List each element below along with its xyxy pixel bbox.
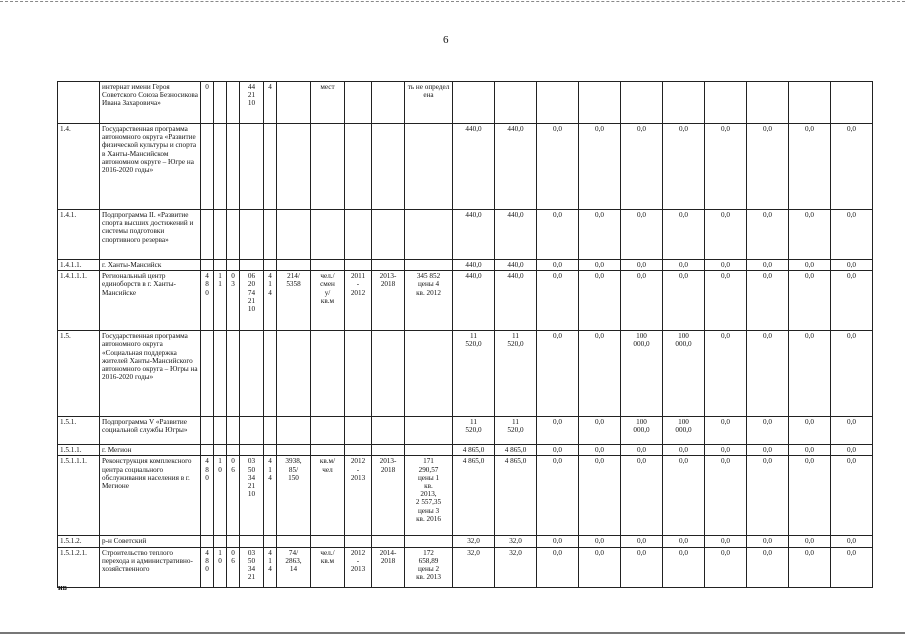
row-value [537, 82, 579, 124]
row-code-c8 [345, 445, 372, 456]
row-value [705, 82, 747, 124]
top-scan-edge [0, 1, 905, 2]
row-code-c7: чел./ смен у/ кв.м [311, 271, 345, 331]
row-value: 0,0 [789, 260, 831, 271]
row-value: 11 520,0 [453, 417, 495, 445]
row-value: 0,0 [831, 445, 873, 456]
row-code-c2: 1 1 [214, 271, 227, 331]
bottom-scan-edge [0, 632, 905, 634]
row-code-c10: 172 658,89 цены 2 кв. 2013 [405, 547, 453, 587]
row-name: г. Мегион [100, 445, 201, 456]
row-number: 1.4.1.1. [58, 260, 100, 271]
row-value: 0,0 [789, 445, 831, 456]
row-code-c3: 0 6 [227, 547, 240, 587]
row-code-c9 [372, 82, 405, 124]
row-value: 0,0 [789, 536, 831, 547]
row-value: 0,0 [663, 271, 705, 331]
row-value: 0,0 [747, 417, 789, 445]
row-value: 0,0 [579, 417, 621, 445]
row-code-c8 [345, 536, 372, 547]
row-code-c6 [277, 82, 311, 124]
row-value: 440,0 [453, 124, 495, 210]
row-code-c4 [240, 260, 264, 271]
row-name: интернат имени Героя Советского Союза Безносикова Ивана Захаровича» [100, 82, 201, 124]
row-code-c9: 2013- 2018 [372, 271, 405, 331]
row-value: 0,0 [705, 210, 747, 260]
row-code-c9 [372, 210, 405, 260]
row-value: 0,0 [663, 210, 705, 260]
row-value: 4 865,0 [453, 445, 495, 456]
row-code-c1 [201, 260, 214, 271]
row-code-c9 [372, 417, 405, 445]
row-code-c4 [240, 417, 264, 445]
row-code-c7 [311, 260, 345, 271]
row-code-c4: 03 50 34 21 10 [240, 456, 264, 536]
row-name: Подпрограмма II. «Развитие спорта высших достижений и системы подготовки спортивного резерва» [100, 210, 201, 260]
row-code-c4 [240, 331, 264, 417]
row-value: 440,0 [495, 260, 537, 271]
row-number: 1.5.1.2. [58, 536, 100, 547]
row-value: 0,0 [663, 547, 705, 587]
row-code-c3 [227, 445, 240, 456]
row-value: 11 520,0 [495, 417, 537, 445]
row-code-c5 [264, 331, 277, 417]
row-code-c6 [277, 260, 311, 271]
row-code-c8 [345, 82, 372, 124]
row-value: 0,0 [831, 536, 873, 547]
row-code-c9: 2013- 2018 [372, 456, 405, 536]
row-code-c10 [405, 260, 453, 271]
row-value: 0,0 [621, 536, 663, 547]
row-value: 440,0 [495, 271, 537, 331]
row-value: 0,0 [579, 124, 621, 210]
row-code-c4 [240, 210, 264, 260]
row-code-c9 [372, 260, 405, 271]
row-value: 0,0 [789, 331, 831, 417]
row-code-c7 [311, 536, 345, 547]
row-code-c6 [277, 417, 311, 445]
row-code-c7 [311, 445, 345, 456]
row-value: 440,0 [495, 210, 537, 260]
row-value: 0,0 [831, 456, 873, 536]
row-value: 0,0 [747, 260, 789, 271]
row-code-c10 [405, 445, 453, 456]
row-code-c4: 03 50 34 21 [240, 547, 264, 587]
row-value: 0,0 [789, 417, 831, 445]
row-code-c2 [214, 536, 227, 547]
row-code-c4 [240, 536, 264, 547]
row-value: 100 000,0 [621, 331, 663, 417]
row-value: 0,0 [621, 124, 663, 210]
row-code-c5 [264, 445, 277, 456]
row-code-c3 [227, 82, 240, 124]
footnote-mark: нв [58, 583, 67, 592]
row-value: 0,0 [537, 536, 579, 547]
row-value: 440,0 [453, 260, 495, 271]
row-value: 0,0 [705, 260, 747, 271]
row-code-c6: 74/ 2863, 14 [277, 547, 311, 587]
row-value: 4 865,0 [495, 456, 537, 536]
page-number: 6 [443, 34, 449, 46]
row-number: 1.5.1. [58, 417, 100, 445]
row-code-c3 [227, 536, 240, 547]
table-row [58, 124, 873, 210]
row-code-c8 [345, 210, 372, 260]
row-code-c1 [201, 417, 214, 445]
row-name: Строительство теплого перехода и административно-хозяйственного [100, 547, 201, 587]
row-value: 0,0 [621, 547, 663, 587]
row-value [831, 82, 873, 124]
row-code-c8 [345, 260, 372, 271]
row-code-c8: 2012 - 2013 [345, 456, 372, 536]
row-value: 0,0 [663, 536, 705, 547]
row-value: 0,0 [831, 547, 873, 587]
row-value: 0,0 [747, 536, 789, 547]
row-code-c6 [277, 331, 311, 417]
row-code-c1 [201, 124, 214, 210]
row-value: 0,0 [579, 536, 621, 547]
row-code-c2: 1 0 [214, 456, 227, 536]
row-value [579, 82, 621, 124]
table-row [58, 331, 873, 417]
row-code-c10 [405, 124, 453, 210]
row-code-c5: 4 [264, 82, 277, 124]
row-value: 0,0 [579, 456, 621, 536]
table-row [58, 82, 873, 124]
row-name: Государственная программа автономного округа «Развитие физической культуры и спорта в Ханты-Мансийском автономном округе – Югре на 2016-2020 годы» [100, 124, 201, 210]
row-number: 1.4.1.1.1. [58, 271, 100, 331]
row-code-c1: 4 8 0 [201, 271, 214, 331]
row-value [747, 82, 789, 124]
row-code-c6 [277, 210, 311, 260]
row-code-c2 [214, 82, 227, 124]
row-value: 0,0 [747, 445, 789, 456]
row-code-c10: ть не определ ена [405, 82, 453, 124]
row-value: 0,0 [537, 271, 579, 331]
row-code-c2 [214, 445, 227, 456]
row-number: 1.5.1.1. [58, 445, 100, 456]
row-code-c10 [405, 536, 453, 547]
row-code-c6: 3938, 85/ 150 [277, 456, 311, 536]
row-code-c5 [264, 536, 277, 547]
row-code-c2 [214, 210, 227, 260]
row-value: 100 000,0 [621, 417, 663, 445]
row-code-c1 [201, 210, 214, 260]
row-code-c1 [201, 331, 214, 417]
row-code-c3 [227, 331, 240, 417]
row-code-c6 [277, 445, 311, 456]
row-code-c3: 0 3 [227, 271, 240, 331]
row-value: 100 000,0 [663, 331, 705, 417]
row-value: 0,0 [747, 547, 789, 587]
row-value [453, 82, 495, 124]
row-value: 0,0 [747, 210, 789, 260]
table-body [58, 82, 873, 588]
row-code-c2 [214, 417, 227, 445]
row-code-c7: кв.м/ чел [311, 456, 345, 536]
row-value: 0,0 [663, 445, 705, 456]
row-value: 0,0 [831, 210, 873, 260]
row-name: Региональный центр единоборств в г. Ханты-Мансийске [100, 271, 201, 331]
row-value [663, 82, 705, 124]
row-value: 0,0 [705, 331, 747, 417]
row-number: 1.4. [58, 124, 100, 210]
row-value: 0,0 [621, 456, 663, 536]
table-row [58, 260, 873, 271]
row-code-c10 [405, 210, 453, 260]
row-value: 0,0 [579, 445, 621, 456]
row-code-c2: 1 0 [214, 547, 227, 587]
row-value: 0,0 [537, 417, 579, 445]
row-value: 440,0 [453, 210, 495, 260]
row-value [621, 82, 663, 124]
row-value: 32,0 [495, 536, 537, 547]
row-code-c8 [345, 331, 372, 417]
table-row [58, 271, 873, 331]
row-name: Подпрограмма V «Развитие социальной службы Югры» [100, 417, 201, 445]
row-value: 0,0 [705, 417, 747, 445]
row-value: 0,0 [705, 271, 747, 331]
row-value: 0,0 [621, 260, 663, 271]
row-value: 32,0 [495, 547, 537, 587]
row-value: 32,0 [453, 536, 495, 547]
row-value: 0,0 [537, 124, 579, 210]
row-value: 0,0 [789, 547, 831, 587]
row-value: 0,0 [705, 456, 747, 536]
row-value: 0,0 [579, 271, 621, 331]
row-value: 440,0 [495, 124, 537, 210]
row-name: г. Ханты-Мансийск [100, 260, 201, 271]
row-code-c9 [372, 331, 405, 417]
row-value: 4 865,0 [453, 456, 495, 536]
row-code-c5 [264, 260, 277, 271]
row-code-c10 [405, 331, 453, 417]
row-code-c2 [214, 331, 227, 417]
row-code-c7 [311, 210, 345, 260]
row-value: 0,0 [747, 271, 789, 331]
row-name: р-н Советский [100, 536, 201, 547]
row-code-c7: мест [311, 82, 345, 124]
row-code-c4 [240, 124, 264, 210]
row-code-c9 [372, 124, 405, 210]
row-value: 0,0 [705, 547, 747, 587]
row-value: 0,0 [747, 331, 789, 417]
row-code-c6 [277, 536, 311, 547]
table-row [58, 547, 873, 587]
row-value: 4 865,0 [495, 445, 537, 456]
row-code-c1: 0 [201, 82, 214, 124]
row-code-c8: 2011 - 2012 [345, 271, 372, 331]
row-value: 0,0 [537, 445, 579, 456]
investment-table [57, 81, 873, 588]
table-row [58, 445, 873, 456]
row-value [789, 82, 831, 124]
row-value: 11 520,0 [453, 331, 495, 417]
row-value: 0,0 [789, 456, 831, 536]
row-value: 0,0 [831, 417, 873, 445]
row-code-c1: 4 8 0 [201, 547, 214, 587]
row-code-c5: 4 1 4 [264, 456, 277, 536]
row-code-c10: 345 852 цены 4 кв. 2012 [405, 271, 453, 331]
row-value: 0,0 [705, 124, 747, 210]
row-value: 0,0 [789, 124, 831, 210]
row-value: 0,0 [663, 124, 705, 210]
row-value: 0,0 [579, 210, 621, 260]
row-value: 0,0 [621, 210, 663, 260]
table-row [58, 456, 873, 536]
row-code-c7 [311, 331, 345, 417]
row-value: 0,0 [537, 331, 579, 417]
table-row [58, 536, 873, 547]
row-code-c7 [311, 124, 345, 210]
row-code-c9 [372, 536, 405, 547]
row-number: 1.4.1. [58, 210, 100, 260]
row-value: 0,0 [579, 547, 621, 587]
row-value: 0,0 [579, 260, 621, 271]
row-code-c3 [227, 417, 240, 445]
row-value: 0,0 [705, 536, 747, 547]
row-code-c4: 44 21 10 [240, 82, 264, 124]
row-number [58, 82, 100, 124]
row-value: 0,0 [747, 456, 789, 536]
row-code-c4: 06 20 74 21 10 [240, 271, 264, 331]
table-row [58, 417, 873, 445]
row-value: 100 000,0 [663, 417, 705, 445]
row-value [495, 82, 537, 124]
row-value: 0,0 [831, 260, 873, 271]
row-code-c7: чел./ кв.м [311, 547, 345, 587]
row-code-c8 [345, 124, 372, 210]
row-code-c10: 171 290,57 цены 1 кв. 2013, 2 557,35 цены 3 кв. 2016 [405, 456, 453, 536]
row-value: 11 520,0 [495, 331, 537, 417]
row-value: 0,0 [831, 271, 873, 331]
row-value: 0,0 [663, 260, 705, 271]
row-code-c5 [264, 417, 277, 445]
table-row [58, 210, 873, 260]
row-value: 0,0 [537, 456, 579, 536]
row-code-c2 [214, 260, 227, 271]
row-value: 0,0 [831, 331, 873, 417]
row-name: Государственная программа автономного округа «Социальная поддержка жителей Ханты-Мансийского автономного округа – Югры на 2016-2020 годы» [100, 331, 201, 417]
row-code-c3: 0 6 [227, 456, 240, 536]
row-value: 0,0 [705, 445, 747, 456]
row-value: 0,0 [537, 547, 579, 587]
row-number: 1.5.1.1.1. [58, 456, 100, 536]
row-code-c1 [201, 536, 214, 547]
row-number: 1.5. [58, 331, 100, 417]
row-code-c8: 2012 - 2013 [345, 547, 372, 587]
row-code-c3 [227, 124, 240, 210]
row-code-c2 [214, 124, 227, 210]
row-code-c8 [345, 417, 372, 445]
row-code-c6: 214/ 5358 [277, 271, 311, 331]
row-value: 0,0 [789, 210, 831, 260]
row-value: 0,0 [537, 210, 579, 260]
row-value: 440,0 [453, 271, 495, 331]
row-value: 0,0 [663, 456, 705, 536]
row-value: 32,0 [453, 547, 495, 587]
row-name: Реконструкция комплексного центра социального обслуживания населения в г. Мегионе [100, 456, 201, 536]
row-value: 0,0 [831, 124, 873, 210]
row-code-c7 [311, 417, 345, 445]
row-value: 0,0 [579, 331, 621, 417]
row-code-c6 [277, 124, 311, 210]
row-code-c5: 4 1 4 [264, 271, 277, 331]
row-code-c5: 4 1 4 [264, 547, 277, 587]
row-value: 0,0 [747, 124, 789, 210]
row-code-c9 [372, 445, 405, 456]
row-number: 1.5.1.2.1. [58, 547, 100, 587]
row-value: 0,0 [537, 260, 579, 271]
row-value: 0,0 [621, 445, 663, 456]
row-code-c3 [227, 210, 240, 260]
row-code-c5 [264, 210, 277, 260]
row-code-c10 [405, 417, 453, 445]
row-value: 0,0 [621, 271, 663, 331]
row-code-c1 [201, 445, 214, 456]
row-code-c9: 2014- 2018 [372, 547, 405, 587]
row-code-c1: 4 8 0 [201, 456, 214, 536]
row-code-c4 [240, 445, 264, 456]
row-code-c3 [227, 260, 240, 271]
row-code-c5 [264, 124, 277, 210]
row-value: 0,0 [789, 271, 831, 331]
